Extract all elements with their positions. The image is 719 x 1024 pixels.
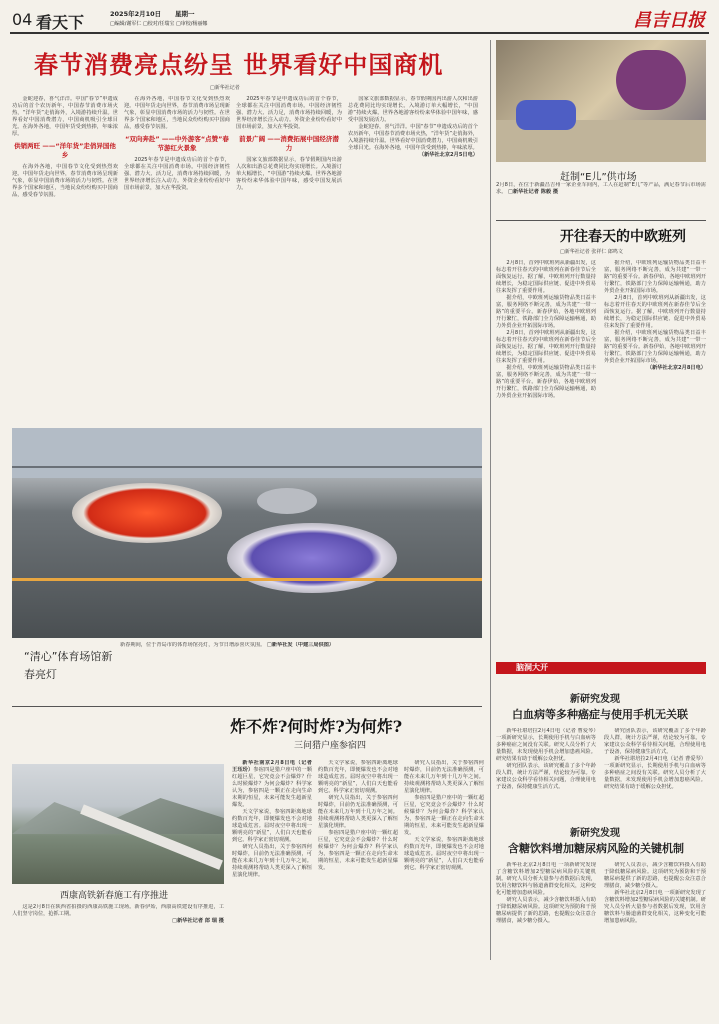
divider — [12, 706, 482, 707]
brain-story1-col1: 新华社堪培拉2月4日电（记者 曹爱琴）一项新研究显示，长期使用手机与白血病等多种癌症之间没有关联。研究人员分析了大量数据，未发现使用手机会增加患癌风险。研究结果有助于缓解公众担忧。 研究团队表示，该研究覆盖了多个年龄段人群，统计方法严谨，结论较为可靠。专家建议公众科学看待相关问题，合理使用电子设备，保持健康生活方式。 — [496, 728, 596, 790]
lead-headline: 春节消费亮点纷呈 世界看好中国商机 — [34, 50, 444, 79]
road-lights — [12, 578, 482, 581]
highspeed-photo-caption: 这是2月8日在陕西省拍摄的西康高铁施工现场。新春伊始，西康高铁建设有序推进，工人们坚守岗位，抢抓工期。 □新华社记者 郎 瑞 摄 — [12, 904, 224, 924]
lead-column-1: 金蛇迎春，喜气洋洋。中国“春节”申遗成功后的首个农历新年，中国春节消费市场火热，“洋年货”走俏海外，入境游持续升温。世界看好中国消费潜力，中国商机吸引全球目光。在海外各地，中国年货受到热捧，年味浓厚。 供销两旺 ——“洋年货”走俏异国他乡 在海外各地，中国春节文化受到热烈欢迎。中国年货走向世界，春节消费市场呈现新气象，彰显中国消费市场的活力与韧性。在世界多个国家和地区，当地民众纷纷购买中国商品，感受春节氛围。 — [12, 96, 118, 198]
brain-h2: 新研究发现 — [570, 828, 620, 839]
factory-photo-title: 赶制“E儿”供市场 — [560, 172, 637, 183]
sea-shape — [12, 428, 482, 478]
masthead — [0, 0, 719, 38]
worker-shape — [616, 50, 686, 110]
brain-section-label: 脑洞大开 — [516, 663, 548, 672]
stadium-photo — [12, 428, 482, 638]
small-dome — [257, 488, 317, 514]
brain-section-banner — [496, 662, 706, 674]
page-number: 04 — [12, 10, 33, 29]
lead-subhead-1: 供销两旺 ——“洋年货”走俏异国他乡 — [14, 142, 116, 159]
explosion-dateline: 新华社南京2月8日电（记者 王珏玢） — [232, 760, 312, 773]
lead-agency: （新华社北京2月5日电） — [418, 152, 478, 158]
explosion-headline: 炸不炸?何时炸?为何炸? — [230, 717, 403, 736]
lead-column-4: 国家文旅部数据显示，春节假期国内出游人次和出游总花费同比均实现增长。入境游订单大幅增长，“中国游”持续火爆。世界各地游客纷纷来华体验中国年味，感受中国发展活力。 金蛇迎春，喜气洋洋。中国“春节”申遗成功后的首个农历新年，中国春节消费市场火热，“洋年货”走俏海外，入境游持续升温。世界看好中国消费潜力，中国商机吸引全球目光。在海外各地，中国年货受到热捧，年味浓厚。 （新华社北京2月5日电） — [348, 96, 478, 158]
brain-h2b: 含糖饮料增加糖尿病风险的关键机制 — [508, 842, 684, 855]
rail-column-2: 据介绍，中欧班列运输货物品类日益丰富，服务网络不断完善，成为共建“一带一路”的重要平台。新春伊始，各地中欧班列开行繁忙，铁路部门全力保障运输畅通，助力外贸企业开拓国际市场。 2月8日，首列中欧班列从新疆出发，这标志着开往春天的中欧班列在新春佳节后全面恢复运行。据了解，中欧班列开行数量持续增长，为稳定国际供应链、促进中外贸易往来发挥了重要作用。 据介绍，中欧班列运输货物品类日益丰富，服务网络不断完善，成为共建“一带一路”的重要平台。新春伊始，各地中欧班列开行繁忙，铁路部门全力保障运输畅通，助力外贸企业开拓国际市场。 （新华社北京2月8日电） — [604, 260, 706, 371]
highspeed-photo-credit: □新华社记者 郎 瑞 摄 — [172, 918, 224, 924]
factory-photo — [496, 40, 706, 162]
stadium-photo-caption: 新春期间，位于青岛市的体育场馆亮灯，为节日增添喜庆氛围。 □新华社发（中建三局供图） — [120, 642, 335, 648]
issue-weekday: 星期一 — [175, 10, 195, 18]
explosion-column-1: 新华社南京2月8日电（记者 王珏玢）参宿四是猎户座中的一颗红超巨星，它究竟会不会爆炸？什么时候爆炸？为何会爆炸？科学家认为，参宿四是一颗正在走向生命末期的恒星，未来可能发生超新星爆发。 天文学家说，参宿四距离地球约数百光年，即便爆发也不会对地球造成危害。届时夜空中将出现一颗明亮的“新星”，人们白天也能看到它。科学家正密切观测。 研究人员指出，关于参宿四何时爆炸，目前仍无法准确预测，可能在未来几万年到十几万年之间。持续观测将帮助人类更深入了解恒星演化规律。 — [232, 760, 312, 878]
divider — [490, 40, 491, 960]
highspeed-rail-photo — [12, 764, 224, 884]
lead-column-3: 2025年春节是申遗成功后的首个春节，全球都在关注中国消费市场。中国经济韧性强、潜力大、活力足，消费市场持续回暖，为世界经济增长注入动力。外资企业纷纷看好中国市场前景，加大在华投资。 前景广阔 ——消费拓展中国经济潜力 国家文旅部数据显示，春节假期国内出游人次和出游总花费同比均实现增长。入境游订单大幅增长，“中国游”持续火爆。世界各地游客纷纷来华体验中国年味，感受中国发展活力。 — [236, 96, 342, 191]
purple-arena — [227, 523, 397, 593]
editor-credits: □编辑/谢军仁 □校对/任瑞宝 □审校/杨丽娜 — [110, 21, 208, 27]
red-stadium — [72, 483, 222, 543]
lead-credit: □新华社记者 — [210, 85, 240, 91]
masthead-rule — [10, 32, 709, 34]
rail-headline: 开往春天的中欧班列 — [560, 229, 686, 245]
rail-byline: □新华社记者 张祥仁 郎鸣文 — [560, 249, 623, 255]
explosion-column-3: 研究人员指出，关于参宿四何时爆炸，目前仍无法准确预测，可能在未来几万年到十几万年之间。持续观测将帮助人类更深入了解恒星演化规律。 参宿四是猎户座中的一颗红超巨星，它究竟会不会爆炸？什么时候爆炸？为何会爆炸？科学家认为，参宿四是一颗正在走向生命末期的恒星，未来可能发生超新星爆发。 天文学家说，参宿四距离地球约数百光年，即便爆发也不会对地球造成危害。届时夜空中将出现一颗明亮的“新星”，人们白天也能看到它。科学家正密切观测。 — [404, 760, 484, 871]
brain-story2-col2: 研究人员表示，减少含糖饮料摄入有助于降低糖尿病风险。这项研究为预防和干预糖尿病提供了新的思路，也提醒公众注意合理膳食，减少糖分摄入。 新华社北京2月8日电 一项新研究发现了含糖饮料增加2型糖尿病风险的关键机制。研究人员分析大量参与者数据后发现，饮用含糖饮料与肠道菌群变化相关，这种变化可能增加患病风险。 — [604, 862, 706, 924]
brain-h1b: 白血病等多种癌症与使用手机无关联 — [512, 708, 688, 721]
bridge-shape — [12, 466, 482, 468]
explosion-subhead: 三问猎户座参宿四 — [294, 741, 367, 751]
lead-column-2: 在海外各地，中国春节文化受到热烈欢迎。中国年货走向世界，春节消费市场呈现新气象，彰显中国消费市场的活力与韧性。在世界多个国家和地区，当地民众纷纷购买中国商品，感受春节氛围。 “双向奔赴” ——中外游客“点赞”春节游红火景象 2025年春节是申遗成功后的首个春节，全球都在关注中国消费市场。中国经济韧性强、潜力大、活力足，消费市场持续回暖，为世界经济增长注入动力。外资企业纷纷看好中国市场前景，加大在华投资。 — [124, 96, 230, 191]
newspaper-logo: 昌吉日报 — [633, 10, 705, 31]
explosion-column-2: 天文学家说，参宿四距离地球约数百光年，即便爆发也不会对地球造成危害。届时夜空中将出现一颗明亮的“新星”，人们白天也能看到它。科学家正密切观测。 研究人员指出，关于参宿四何时爆炸，目前仍无法准确预测，可能在未来几万年到十几万年之间。持续观测将帮助人类更深入了解恒星演化规律。 参宿四是猎户座中的一颗红超巨星，它究竟会不会爆炸？什么时候爆炸？为何会爆炸？科学家认为，参宿四是一颗正在走向生命末期的恒星，未来可能发生超新星爆发。 — [318, 760, 398, 871]
issue-date: 2025年2月10日 — [110, 10, 162, 18]
section-name: 看天下 — [36, 13, 85, 32]
stadium-photo-credit: □新华社发（中建三局供图） — [266, 642, 335, 648]
brain-story2-col1: 新华社北京2月8日电 一项新研究发现了含糖饮料增加2型糖尿病风险的关键机制。研究人员分析大量参与者数据后发现，饮用含糖饮料与肠道菌群变化相关，这种变化可能增加患病风险。 研究人员表示，减少含糖饮料摄入有助于降低糖尿病风险。这项研究为预防和干预糖尿病提供了新的思路，也提醒公众注意合理膳食，减少糖分摄入。 — [496, 862, 596, 924]
brain-h1: 新研究发现 — [570, 694, 620, 705]
divider — [496, 220, 706, 221]
lead-subhead-2: “双向奔赴” ——中外游客“点赞”春节游红火景象 — [125, 135, 229, 152]
factory-photo-credit: □新华社记者 陈毅 摄 — [508, 189, 559, 195]
highspeed-photo-title: 西康高铁新春施工有序推进 — [60, 891, 169, 901]
rail-column-1: 2月8日，首列中欧班列从新疆出发，这标志着开往春天的中欧班列在新春佳节后全面恢复运行。据了解，中欧班列开行数量持续增长，为稳定国际供应链、促进中外贸易往来发挥了重要作用。 据介绍，中欧班列运输货物品类日益丰富，服务网络不断完善，成为共建“一带一路”的重要平台。新春伊始，各地中欧班列开行繁忙，铁路部门全力保障运输畅通，助力外贸企业开拓国际市场。 2月8日，首列中欧班列从新疆出发，这标志着开往春天的中欧班列在新春佳节后全面恢复运行。据了解，中欧班列开行数量持续增长，为稳定国际供应链、促进中外贸易往来发挥了重要作用。 据介绍，中欧班列运输货物品类日益丰富，服务网络不断完善，成为共建“一带一路”的重要平台。新春伊始，各地中欧班列开行繁忙，铁路部门全力保障运输畅通，助力外贸企业开拓国际市场。 — [496, 260, 596, 399]
brain-story1-col2: 研究团队表示，该研究覆盖了多个年龄段人群，统计方法严谨，结论较为可靠。专家建议公众科学看待相关问题，合理使用电子设备，保持健康生活方式。 新华社堪培拉2月4日电（记者 曹爱琴）一项新研究显示，长期使用手机与白血病等多种癌症之间没有关联。研究人员分析了大量数据，未发现使用手机会增加患癌风险。研究结果有助于缓解公众担忧。 — [604, 728, 706, 790]
lead-subhead-3: 前景广阔 ——消费拓展中国经济潜力 — [239, 135, 339, 152]
rail-agency: （新华社北京2月8日电） — [646, 365, 706, 371]
stadium-photo-title: “清心”体育场馆新春亮灯 — [24, 650, 113, 681]
product-shape — [516, 100, 576, 130]
factory-photo-caption: 2月8日，在位于新疆昌吉州一家企业车间内，工人在赶制“E儿”等产品，满足春节后市场需求。 □新华社记者 陈毅 摄 — [496, 182, 706, 195]
